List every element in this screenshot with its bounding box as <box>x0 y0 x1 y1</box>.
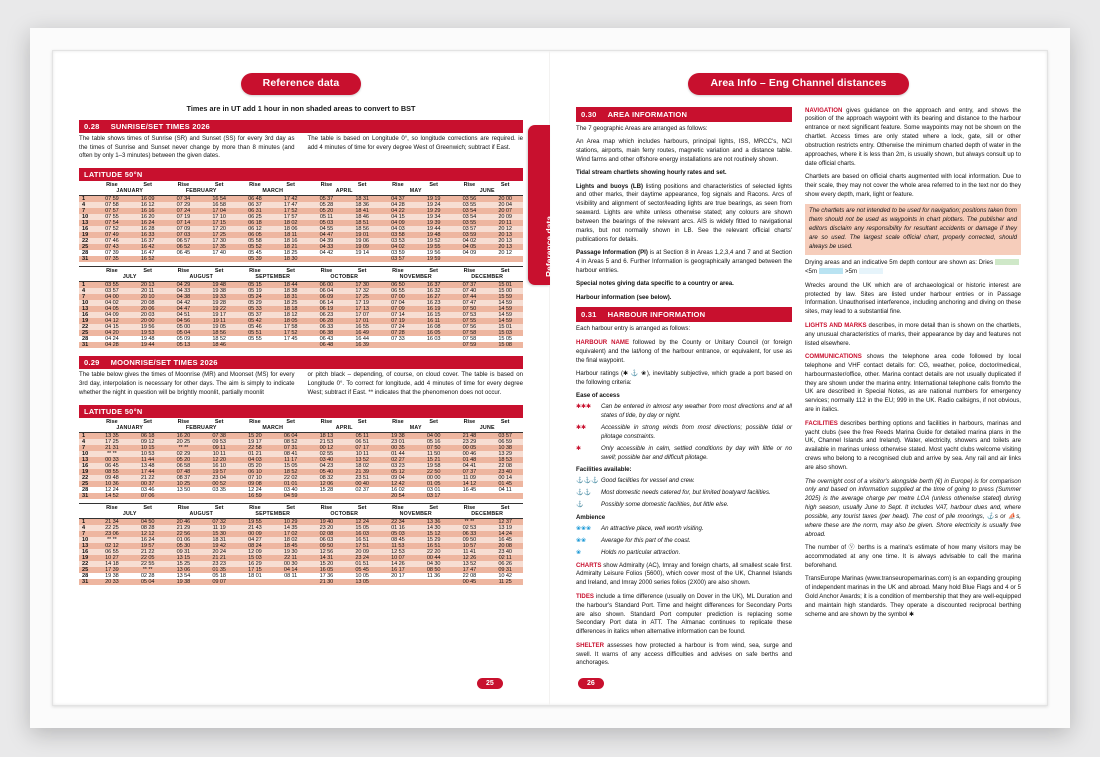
table-row: 16 04 09 20 03 04 51 19 17 05 37 18 12 06 23 17 07 07 14 16 15 07 53 14 59 <box>79 312 523 318</box>
facilities-text: describes berthing options and facilities in harbours, marinas and yacht clubs (see the free Reeds Marina Guide for detailed marina plans in the UK, Channel Islands and Ireland). Water, electricity, showers and toilets are available in marinas unless otherwise stated. Most yacht clubs welcome visiting crews who belong to a recognised club and arrive by sea. Any rail and air links are also shown. <box>805 419 1021 472</box>
section-028-col2: The table is based on Longitude 0°, so longitude corrections are required. ie add 4 minutes of time for every degree West of Greenwich; subtract if East. <box>307 134 523 151</box>
rating-symbol: ⚓⚓⚓ <box>576 478 599 485</box>
section-030-bar <box>576 107 792 122</box>
table-row: 4 22 25 08 28 21 29 11 19 21 43 14 35 23 20 15 05 01 16 14 30 02 53 13 19 <box>79 525 523 531</box>
list-item <box>576 525 792 534</box>
passage-info-keyword: Passage Information (PI) <box>576 249 648 257</box>
table-row: 7 07 57 16 16 07 24 17 04 06 31 17 52 05 20 18 41 04 22 19 29 03 54 20 07 <box>79 208 523 214</box>
section-031-title: HARBOUR INFORMATION <box>607 310 706 320</box>
rating-text: Most domestic needs catered for, but limited boatyard facilities. <box>601 489 771 497</box>
navigation-text: gives guidance on the approach and entry, and shows the position of the approach waypoint with its bearing and distance to the harbour entrance or next significant feature. Some waypoints may not be shown on the chartlet. Access times are only stated where a lock, gate, sill or other obstruction restricts entry. Otherwise the minimum charted depth of water in the approaches, where it is less than 2m, is usually shown, but always consult up to date official charts. <box>805 106 1021 167</box>
table-row: 25 07 43 16 42 06 52 17 35 05 52 18 21 04 33 19 09 04 02 19 55 04 05 20 13 <box>79 244 523 250</box>
dries-swatch <box>995 259 1019 265</box>
section-028-title: SUNRISE/SET TIMES 2026 <box>110 121 210 131</box>
ambience-list <box>576 525 792 558</box>
table-row: 13 04 05 20 06 04 47 19 22 05 33 18 18 06 19 17 13 07 09 16 19 07 50 14 59 <box>79 306 523 312</box>
sunrise-table-jan-jun: Rise Set Rise Set Rise Set Rise Set Rise Set Rise Set JANUARY FEBRUARY MARCH APRIL MAY JUNE 1 07 59 16 09 07 34 16 54 06 48 17 42 05 37 18 31 04 37 19 19 03 56 20 00 4 07 58 16 12 07 29 16 58 06 37 17 47 05 28 18 36 04 28 19 24 03 55 20 04 7 07 57 16 16 07 24 17 04 06 31 17 52 05 20 18 41 04 22 19 29 03 54 20 07 10 07 55 16 20 07 19 17 10 06 25 17 57 05 11 18 46 04 15 19 34 03 54 20 09 13 07 54 16 24 07 14 17 15 06 18 18 02 05 03 18 51 04 09 19 39 03 55 20 11 16 07 52 16 28 07 09 17 20 06 12 18 06 04 55 18 56 04 03 19 44 03 57 20 12 19 07 49 16 33 07 03 17 25 06 05 18 11 04 47 19 01 03 58 19 48 03 59 20 13 22 07 46 16 37 06 57 17 30 05 58 18 16 04 39 19 06 03 53 19 52 04 02 20 13 25 07 43 16 42 06 52 17 35 05 52 18 21 04 33 19 09 04 02 19 55 04 05 20 13 28 07 39 16 47 06 45 17 40 05 45 18 25 04 42 19 14 03 59 19 56 04 09 20 12 31 07 35 16 52 05 39 18 30 03 57 19 59 <box>79 181 523 262</box>
table-row: 31 14 52 07 06 16 59 04 59 20 54 03 17 <box>79 493 523 499</box>
s030-p1: The 7 geographic Areas are arranged as follows: <box>576 124 708 132</box>
rating-text: Can be entered in almost any weather from most directions and at all states of tide, by day or night. <box>601 403 792 419</box>
rating-symbol: ✱✱✱ <box>576 404 592 411</box>
table-row: 7 21 31 10 15 ** ** 09 11 22 58 07 31 00 12 07 17 00 35 07 50 00 05 10 38 <box>79 445 523 451</box>
communications-keyword: COMMUNICATIONS <box>805 352 862 360</box>
left-page-header <box>53 51 549 95</box>
table-row: 28 12 24 03 46 13 50 03 35 12 24 03 40 15 28 02 37 16 02 03 01 16 45 04 11 <box>79 487 523 493</box>
section-029-col2: or pitch black – depending, of course, on cloud cover. The table is based on Longitude 0°. To correct for longitude, add 4 minutes of time for every degree West; subtract if East. ** indicates that the phenomenon does not occur. <box>307 371 523 397</box>
table-row: 10 04 02 20 08 04 42 19 28 05 29 18 25 06 14 17 19 07 04 16 23 07 47 14 59 <box>79 300 523 306</box>
s030-p2: An Area map which includes harbours, principal lights, ISS, MRCC's, NCI stations, airports, main ferry routes, magnetic variation and a distance table. Wind farms and other offshore energy installations are not routinely shown. <box>576 138 792 163</box>
table-row: 1 21 34 04 50 20 46 07 32 19 55 10 29 19 40 12 24 22 34 13 36 ** ** 12 37 <box>79 519 523 526</box>
list-item <box>576 549 792 558</box>
gt5m-swatch <box>859 268 883 274</box>
side-tab-reference-data[interactable] <box>528 125 554 285</box>
rating-symbol: ⚓ <box>576 502 584 509</box>
rating-text: Average for this part of the coast. <box>601 536 691 544</box>
table-row: 13 02 12 19 57 05 30 19 42 08 24 18 45 09 50 17 51 11 53 16 51 10 57 20 08 <box>79 543 523 549</box>
overnight-cost-text: The overnight cost of a visitor's alongside berth (€) in Europe) is for comparison only and based on information supplied at the time of going to press (Summer 2025) is the average charge per metre LOA (unless otherwise stated) during high season, usually June to Sept. It includes VAT, harbour dues and, where possible, any tourist taxes (per head). The cost of pile moorings, ⚓s or ⛵s, where these are the norm, may also be given. Shore electricity is usually free abroad. <box>805 477 1021 538</box>
table-row: 4 17 25 09 12 20 25 09 53 19 17 08 52 21 53 06 51 23 01 05 16 23 29 06 59 <box>79 439 523 445</box>
list-item <box>576 445 792 463</box>
harbour-name-keyword: HARBOUR NAME <box>576 338 630 346</box>
right-page <box>550 51 1047 705</box>
table-row: 1 03 55 20 13 04 29 19 48 05 15 18 44 06 00 17 30 06 50 16 37 07 37 15 01 <box>79 282 523 289</box>
ambience-label: Ambience <box>576 513 606 521</box>
rating-text: Accessible in strong winds from most directions; possible tidal or pilotage constraints. <box>601 423 792 440</box>
shelter-keyword: SHELTER <box>576 641 604 649</box>
shelter-text: assesses how protected a harbour is from wind, sea, surge and swell. It warns of any access difficulties and advises on safe berths and anchorages. <box>576 641 792 667</box>
table-row: 25 17 39 ** ** 13 06 01 35 17 15 04 14 16 05 05 45 16 17 08 50 17 47 09 31 <box>79 567 523 573</box>
side-tab-label: Reference data <box>544 216 554 277</box>
times-note: Times are in UT add 1 hour in non shaded areas to convert to BST <box>186 103 416 113</box>
list-item <box>576 501 792 510</box>
table-row: 19 10 27 22 05 13 15 21 21 15 03 22 11 14 31 23 24 10 07 00 44 12 26 02 11 <box>79 555 523 561</box>
sunrise-table-jul-dec: Rise Set Rise Set Rise Set Rise Set Rise Set Rise Set JULY AUGUST SEPTEMBER OCTOBER NOVEMBER DECEMBER 1 03 55 20 13 04 29 19 48 05 15 18 44 06 00 17 30 06 50 16 37 07 37 15 01 4 03 57 20 11 04 33 19 38 05 19 18 38 06 04 17 32 06 55 16 32 07 40 15 00 7 04 00 20 10 04 38 19 33 05 24 18 31 06 09 17 25 07 00 16 27 07 44 15 59 10 04 02 20 08 04 42 19 28 05 29 18 25 06 14 17 19 07 04 16 23 07 47 14 59 13 04 05 20 06 04 47 19 22 05 33 18 18 06 19 17 13 07 09 16 19 07 50 14 59 16 04 09 20 03 04 51 19 17 05 37 18 12 06 23 17 07 07 14 16 15 07 53 14 59 19 04 12 20 00 04 56 19 11 05 42 18 05 06 28 17 01 07 19 16 11 07 55 14 59 22 04 15 19 56 05 00 19 05 05 46 17 58 06 33 16 55 07 24 16 08 07 56 15 01 25 04 20 19 53 05 04 18 56 05 51 17 52 06 38 16 49 07 28 16 05 07 58 15 03 28 04 24 19 48 05 09 18 52 05 55 17 45 06 43 16 44 07 33 16 03 07 58 15 05 31 04 28 19 44 05 13 18 46 06 48 16 39 07 59 15 08 <box>79 266 523 348</box>
table-row: 19 07 49 16 33 07 03 17 25 06 05 18 11 04 47 19 01 03 58 19 48 03 59 20 13 <box>79 232 523 238</box>
table-row: 22 04 15 19 56 05 00 19 05 05 46 17 58 06 33 16 55 07 24 16 08 07 56 15 01 <box>79 324 523 330</box>
table-row: 19 04 12 20 00 04 56 19 11 05 42 18 05 06 28 17 01 07 19 16 11 07 55 14 59 <box>79 318 523 324</box>
drying-areas-legend <box>805 259 1021 277</box>
table-row: 10 ** ** 10 53 02 29 10 11 01 21 08 41 02 55 10 11 01 44 11 50 00 46 13 29 <box>79 451 523 457</box>
visitor-berths-text: The number of Ⓥ berths is a marina's estimate of how many visitors may be accommodated at any one time. It is always advisable to call the marina beforehand. <box>805 544 1021 570</box>
facilities-label: Facilities available: <box>576 466 632 474</box>
rating-symbol: ❀❀ <box>576 537 587 544</box>
left-page <box>53 51 554 705</box>
tides-keyword: TIDES <box>576 592 594 600</box>
table-row: 13 00 33 11 44 05 20 12 20 04 03 11 17 03 40 13 52 02 27 15 21 01 48 18 53 <box>79 457 523 463</box>
list-item <box>576 403 792 421</box>
rating-symbol: ⚓⚓ <box>576 490 591 497</box>
navigation-keyword: NAVIGATION <box>805 106 843 114</box>
table-row: 28 19 38 02 28 13 54 05 18 18 01 08 11 17 36 10 05 20 17 11 36 22 08 10 42 <box>79 573 523 579</box>
table-row: 13 07 54 16 24 07 14 17 15 06 18 18 02 05 03 18 51 04 09 19 39 03 55 20 11 <box>79 220 523 226</box>
rating-text: Only accessible in calm, settled conditions by day with little or no swell; possible bar and difficult pilotage. <box>601 444 792 461</box>
table-row: 28 04 24 19 48 05 09 18 52 05 55 17 45 06 43 16 44 07 33 16 03 07 58 15 05 <box>79 336 523 342</box>
table-row: 10 07 55 16 20 07 19 17 10 06 25 17 57 05 11 18 46 04 15 19 34 03 54 20 09 <box>79 214 523 220</box>
rating-symbol: ❀❀❀ <box>576 525 592 532</box>
table-row: 10 ** ** 16 24 01 06 18 31 04 27 18 02 06 03 16 51 08 45 15 29 09 50 16 45 <box>79 537 523 543</box>
section-029-col1: The table below gives the times of Moonrise (MR) and Moonset (MS) for every 3rd day, interpolation is necessary for other days. The aim is simply to indicate whether the night in question will be brightly moonlit, partially moonlit <box>79 371 295 397</box>
table-row: 22 07 46 16 37 06 57 17 30 05 58 18 16 04 39 19 06 03 53 19 52 04 02 20 13 <box>79 238 523 244</box>
table-row: 22 14 18 22 55 15 25 23 23 16 29 00 30 15 20 01 51 14 26 04 30 13 52 06 26 <box>79 561 523 567</box>
charts-keyword: CHARTS <box>576 561 602 569</box>
page-number-right: 26 <box>578 678 604 689</box>
table-row: 31 04 28 19 44 05 13 18 46 06 48 16 39 07 59 15 08 <box>79 342 523 348</box>
rating-text: Holds no particular attraction. <box>601 548 681 556</box>
table-row: 1 13 35 06 18 16 20 07 38 15 20 06 04 18 13 05 11 19 38 04 00 21 48 03 57 <box>79 433 523 440</box>
section-031-number: 0.31 <box>581 310 597 320</box>
book-spread <box>30 28 1070 728</box>
facilities-list <box>576 477 792 510</box>
table-row: 25 04 20 19 53 05 04 18 56 05 51 17 52 06 38 16 49 07 28 16 05 07 58 15 03 <box>79 330 523 336</box>
harbour-name-text: followed by the County or Unitary Council (or foreign equivalent) and the lat/long of the harbour entrance, or equivalent, for use as the final waypoint. <box>576 338 793 364</box>
ease-of-access-list <box>576 403 792 462</box>
table-row: 7 04 00 20 10 04 38 19 33 05 24 18 31 06 09 17 25 07 00 16 27 07 44 15 59 <box>79 294 523 300</box>
facilities-keyword: FACILITIES <box>805 419 838 427</box>
tides-text: include a time difference (usually on Dover in the UK), ML Duration and the harbour's Standard Port. Time and height differences for Secondary Ports are also shown. Standard Port computer prediction is replacing some Secondary Port data in ATT. The Almanac continues to replicate these differences in italics when alternative information can be found. <box>576 592 792 636</box>
wrecks-text: Wrecks around the UK which are of archaeological or historic interest are protected by law. Sites are listed under harbour entries or in Passage Information. Unauthorised interference, including anchoring and diving on these sites, may lead to a substantial fine. <box>805 281 1021 316</box>
s031-intro: Each harbour entry is arranged as follows: <box>576 325 691 333</box>
list-item <box>576 537 792 546</box>
right-col-2 <box>805 107 1021 673</box>
communications-text: shows the telephone area code followed by local telephone and VHF contact details for: CG, weather, police, doctor/medical, harbourmaster/office, other. Marina contact details are not usually duplicated if they are shown under the marina entry. International telephone calls from/to the UK are described in Special Notes, as are national numbers for emergency services; normally 112 in the EU; 999 in the UK. Radio callsigns, if not obvious, are in italics. <box>805 352 1021 414</box>
drying-label: Drying areas and an indicative 5m depth contour are shown as: Dries <box>805 259 993 267</box>
table-row: 31 20 33 05 04 19 38 09 07 21 30 13 05 00 45 11 25 <box>79 579 523 585</box>
section-028-latitude-bar: LATITUDE 50°N <box>79 168 523 181</box>
transeurope-text: TransEurope Marinas (www.transeuropemarinas.com) is an expanding grouping of independent marinas in the UK and abroad. Many hold Blue Flags and 4 or 5 Gold Anchor Awards; it is a condition of membership that they are well-equipped and maintain high standards. They operate a discounted reciprocal berthing scheme and are shown by the symbol ✱ <box>805 575 1021 618</box>
chartlets-text: Chartlets are based on official charts augmented with local information. Due to their scale, they may not cover the whole area referred to in the text nor do they show every depth, mark, light or feature. <box>805 173 1021 199</box>
section-029-bar <box>79 356 523 369</box>
table-row: 16 06 55 21 22 09 31 20 24 12 09 19 30 12 56 20 09 12 53 22 20 11 41 23 40 <box>79 549 523 555</box>
lights-marks-text: describes, in more detail than is shown on the chartlets, any unusual characteristics of marks, their appearance by day and features not listed elsewhere. <box>805 321 1021 347</box>
list-item <box>576 424 792 442</box>
right-col-1 <box>576 107 792 673</box>
section-030-title: AREA INFORMATION <box>607 109 688 119</box>
table-row: 4 07 58 16 12 07 29 16 58 06 37 17 47 05 28 18 36 04 28 19 24 03 55 20 04 <box>79 202 523 208</box>
table-row: 19 08 55 17 44 07 48 19 57 06 10 18 52 05 40 21 39 05 12 22 50 07 37 23 40 <box>79 469 523 475</box>
right-page-header <box>550 51 1047 95</box>
table-row: 22 09 48 21 22 08 37 23 04 07 10 22 02 08 32 23 51 09 04 00 00 11 09 00 14 <box>79 475 523 481</box>
moonrise-table-jul-dec: Rise Set Rise Set Rise Set Rise Set Rise Set Rise Set JULY AUGUST SEPTEMBER OCTOBER NOVEMBER DECEMBER 1 21 34 04 50 20 46 07 32 19 55 10 29 19 40 12 24 22 34 13 36 ** ** 12 37 4 22 25 08 28 21 29 11 19 21 43 14 35 23 20 15 05 01 16 14 30 02 53 13 19 7 23 06 12 12 22 56 15 30 00 09 17 02 02 08 16 03 05 03 15 12 06 33 14 24 10 ** ** 16 24 01 06 18 31 04 27 18 02 06 03 16 51 08 45 15 29 09 50 16 45 13 02 12 19 57 05 30 19 42 08 24 18 45 09 50 17 51 11 53 16 51 10 57 20 08 16 06 55 21 22 09 31 20 24 12 09 19 30 12 56 20 09 12 53 22 20 11 41 23 40 19 10 27 22 05 13 15 21 21 15 03 22 11 14 31 23 24 10 07 00 44 12 26 02 11 22 14 18 22 55 15 25 23 23 16 29 00 30 15 20 01 51 14 26 04 30 13 52 06 26 25 17 39 ** ** 13 06 01 35 17 15 04 14 16 05 05 45 16 17 08 50 17 47 09 31 28 19 38 02 28 13 54 05 18 18 01 08 11 17 36 10 05 20 17 11 36 22 08 10 42 31 20 33 05 04 19 38 09 07 21 30 13 05 00 45 11 25 <box>79 503 523 585</box>
left-tab-title: Reference data <box>241 73 362 95</box>
section-030-number: 0.30 <box>581 109 597 119</box>
harbour-ratings: Harbour ratings (✱ ⚓ ❀), inevitably subjective, which grade a port based on the following criteria: <box>576 369 792 386</box>
rating-text: Good facilities for vessel and crew. <box>601 477 695 485</box>
s030-p3: Tidal stream chartlets showing hourly rates and set. <box>576 169 727 177</box>
page-number-left: 25 <box>477 678 503 689</box>
rating-text: Possibly some domestic facilities, but little else. <box>601 501 729 509</box>
ease-of-access-label: Ease of access <box>576 392 620 400</box>
table-row: 16 07 52 16 28 07 09 17 20 06 12 18 06 04 55 18 56 04 03 19 44 03 57 20 12 <box>79 226 523 232</box>
chartlet-disclaimer: The chartlets are not intended to be used for navigation; positions taken from them should not be used as waypoints in chart plotters. The publisher and editors disclaim any responsibility for resultant accidents or damage if they are so used. The largest scale official chart, properly corrected, should always be used. <box>805 204 1021 254</box>
rating-symbol: ✱ <box>576 445 582 452</box>
page-surface <box>52 50 1048 706</box>
section-029-title: MOONRISE/SET TIMES 2026 <box>110 358 218 368</box>
table-row: 4 03 57 20 11 04 33 19 38 05 19 18 38 06 04 17 32 06 55 16 32 07 40 15 00 <box>79 288 523 294</box>
lights-buoys-text: listing positions and characteristics of selected lights and other marks, their daytime appearance, fog signals and Racons. Arcs of visibility and alignment of sector/leading lights are true bearings, as seen from seaward. Lights are white unless otherwise stated; any colours are shown between the bearings of the relevant arcs. AIS is widely fitted to navigational marks, but not normally shown in LB. See the relevant official charts' publications for details. <box>576 182 792 243</box>
table-row: 16 06 45 13 48 06 58 16 10 05 20 15 05 04 23 18 02 03 23 19 58 04 41 22 08 <box>79 463 523 469</box>
passage-info-text: is at Section 8 in Areas 1,2,3,4 and 7 and at Section 4 in Areas 5 and 6. Further Information is geographically arranged between the harbour entries. <box>576 249 792 275</box>
lights-marks-keyword: LIGHTS AND MARKS <box>805 321 867 329</box>
charts-text: show Admiralty (AC), Imray and foreign charts, all smallest scale first. Admiralty Leisure Folios (5600), which cover most of the UK, Channel Islands and Ireland, and Imray 2000 series folios (2X00) are also shown. <box>576 561 792 587</box>
section-028-bar <box>79 120 523 133</box>
section-029-latitude-bar: LATITUDE 50°N <box>79 405 523 418</box>
rating-text: An attractive place, well worth visiting. <box>601 524 704 532</box>
list-item <box>576 477 792 486</box>
section-028-col1: The table shows times of Sunrise (SR) and Sunset (SS) for every 3rd day as the times of Sunrise and Sunset never change by more than 8 minutes (and often by only 1–3 minutes) between the given dates. <box>79 134 295 160</box>
table-row: 1 07 59 16 09 07 34 16 54 06 48 17 42 05 37 18 31 04 37 19 19 03 56 20 00 <box>79 196 523 203</box>
special-notes: Special notes giving data specific to a country or area. <box>576 280 734 288</box>
list-item <box>576 489 792 498</box>
section-029-number: 0.29 <box>84 358 100 368</box>
table-row: 28 07 39 16 47 06 45 17 40 05 45 18 25 04 42 19 14 03 59 19 56 04 09 20 12 <box>79 250 523 256</box>
lights-buoys-keyword: Lights and buoys (LB) <box>576 182 644 190</box>
lt5m-swatch <box>819 268 843 274</box>
moonrise-table-jan-jun: Rise Set Rise Set Rise Set Rise Set Rise Set Rise Set JANUARY FEBRUARY MARCH APRIL MAY JUNE 1 13 35 06 18 16 20 07 38 15 20 06 04 18 13 05 11 19 38 04 00 21 48 03 57 4 17 25 09 12 20 25 09 53 19 17 08 52 21 53 06 51 23 01 05 16 23 29 06 59 7 21 31 10 15 ** ** 09 11 22 58 07 31 00 12 07 17 00 35 07 50 00 05 10 38 10 ** ** 10 53 02 29 10 11 01 21 08 41 02 55 10 11 01 44 11 50 00 46 13 29 13 00 33 11 44 05 20 12 20 04 03 11 17 03 40 13 52 02 27 15 21 01 48 18 53 16 06 45 13 48 06 58 16 10 05 20 15 05 04 23 18 02 03 23 19 58 04 41 22 08 19 08 55 17 44 07 48 19 57 06 10 18 52 05 40 21 39 05 12 22 50 07 37 23 40 22 09 48 21 22 08 37 23 04 07 10 22 02 08 32 23 51 09 04 00 00 11 09 00 14 25 10 36 00 37 10 25 00 52 09 08 01 01 12 06 00 40 12 42 01 05 14 12 01 45 28 12 24 03 46 13 50 03 35 12 24 03 40 15 28 02 37 16 02 03 01 16 45 04 11 31 14 52 07 06 16 59 04 59 20 54 03 17 <box>79 418 523 499</box>
table-row: 31 07 35 16 52 05 39 18 30 03 57 19 59 <box>79 256 523 262</box>
section-031-bar <box>576 307 792 322</box>
table-row: 7 23 06 12 12 22 56 15 30 00 09 17 02 02 08 16 03 05 03 15 12 06 33 14 24 <box>79 531 523 537</box>
gt5m-label: >5m <box>845 268 858 276</box>
rating-symbol: ✱✱ <box>576 424 587 431</box>
rating-symbol: ❀ <box>576 549 582 556</box>
table-row: 25 10 36 00 37 10 25 00 52 09 08 01 01 12 06 00 40 12 42 01 05 14 12 01 45 <box>79 481 523 487</box>
right-tab-title: Area Info – Eng Channel distances <box>688 73 908 95</box>
section-028-number: 0.28 <box>84 121 100 131</box>
harbour-info-note: Harbour information (see below). <box>576 293 672 301</box>
lt5m-label: <5m <box>805 268 818 276</box>
